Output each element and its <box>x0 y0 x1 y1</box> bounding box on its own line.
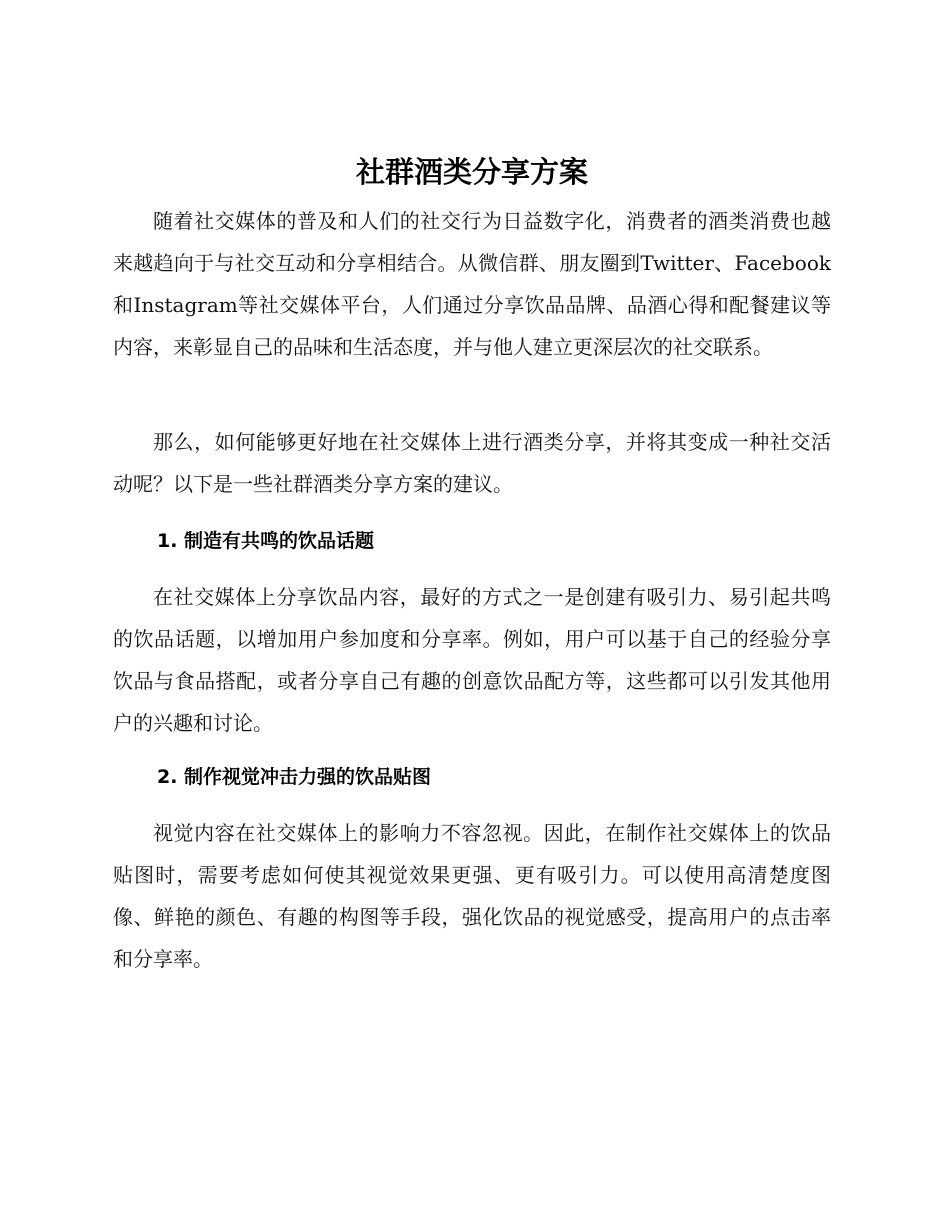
section-2-body: 视觉内容在社交媒体上的影响力不容忽视。因此，在制作社交媒体上的饮品贴图时，需要考虑如何使其视觉效果更强、更有吸引力。可以使用高清楚度图像、鲜艳的颜色、有趣的构图等手段，强化饮品的视觉感受，提高用户的点击率和分享率。 <box>113 821 831 971</box>
question-paragraph: 那么，如何能够更好地在社交媒体上进行酒类分享，并将其变成一种社交活动呢？以下是一些社群酒类分享方案的建议。 <box>113 430 831 496</box>
section-1-body: 在社交媒体上分享饮品内容，最好的方式之一是创建有吸引力、易引起共鸣的饮品话题，以增加用户参加度和分享率。例如，用户可以基于自己的经验分享饮品与食品搭配，或者分享自己有趣的创意饮品配方等，这些都可以引发其他用户的兴趣和讨论。 <box>113 585 831 735</box>
section-2-heading: 2. 制作视觉冲击力强的饮品贴图 <box>157 766 432 788</box>
section-1-heading: 1. 制造有共鸣的饮品话题 <box>157 530 375 552</box>
intro-paragraph: 随着社交媒体的普及和人们的社交行为日益数字化，消费者的酒类消费也越来越趋向于与社交互动和分享相结合。从微信群、朋友圈到Twitter、Facebook和Instagram等社交媒体平台，人们通过分享饮品品牌、品酒心得和配餐建议等内容，来彰显自己的品味和生活态度，并与他人建立更深层次的社交联系。 <box>113 209 831 359</box>
document-title: 社群酒类分享方案 <box>355 155 588 189</box>
